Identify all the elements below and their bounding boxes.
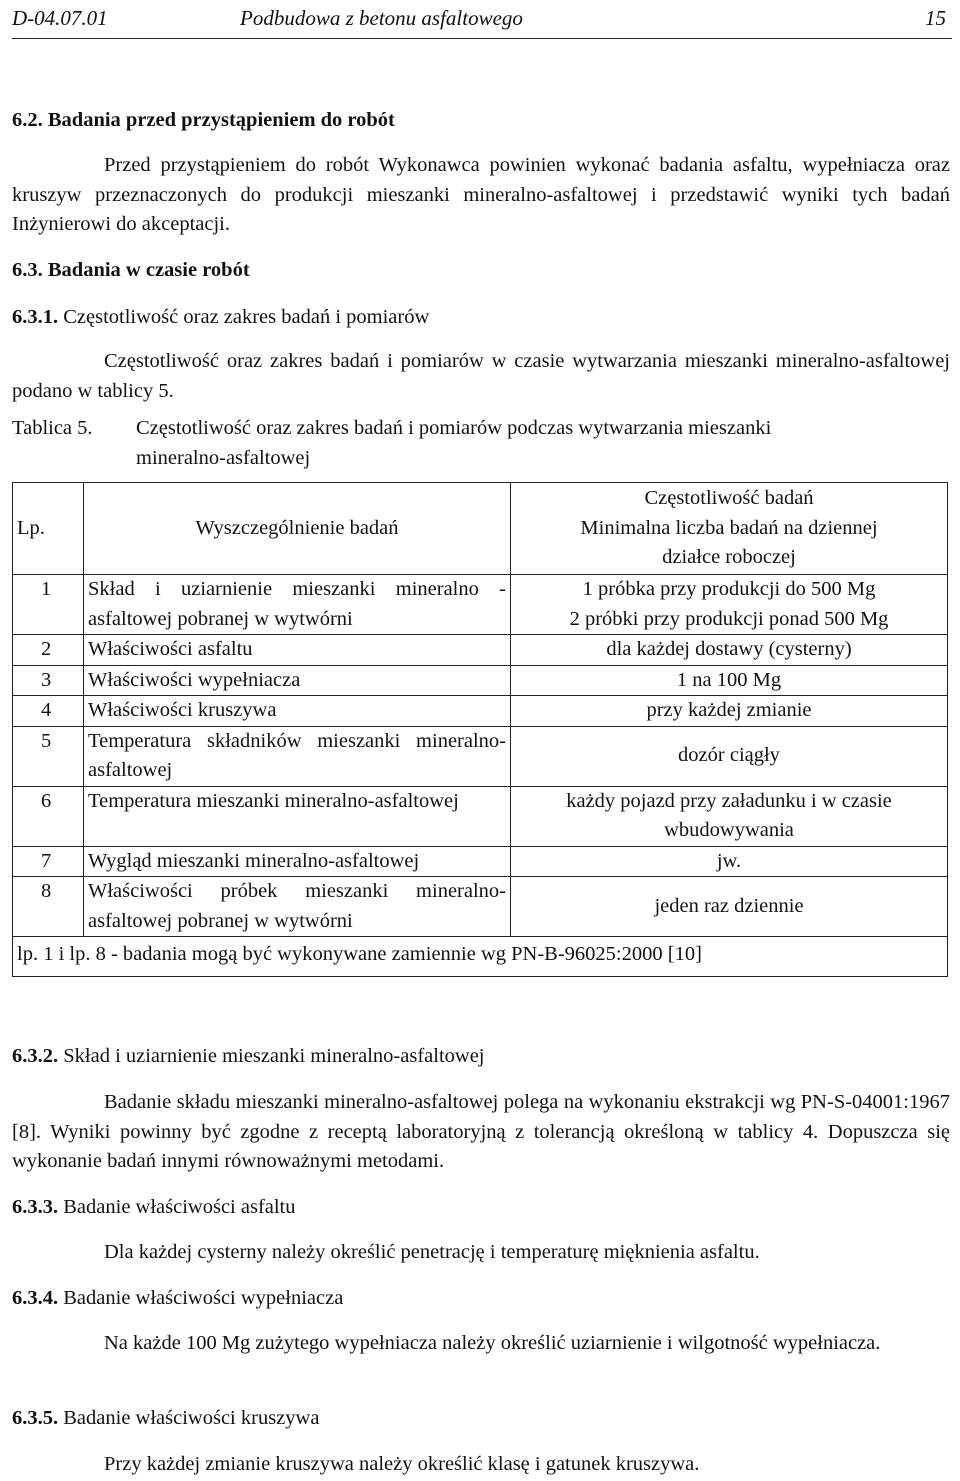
table-row bbox=[13, 635, 948, 666]
row-lp: 8 bbox=[13, 877, 84, 937]
table-caption-text-cont: mineralno-asfaltowej bbox=[136, 446, 311, 469]
row-frequency: jeden raz dziennie bbox=[511, 877, 948, 937]
section-6-3-1-paragraph: Częstotliwość oraz zakres badań i pomiarów w czasie wytwarzania mieszanki mineralno-asfaltowej podano w tablicy 5. bbox=[12, 350, 950, 402]
section-number: 6.3.1. bbox=[12, 306, 59, 328]
table-row bbox=[13, 726, 948, 786]
row-frequency: dozór ciągły bbox=[511, 726, 948, 786]
column-header-frequency-line3: działce roboczej bbox=[662, 546, 796, 569]
table-row bbox=[13, 575, 948, 635]
section-6-3-heading bbox=[12, 256, 950, 286]
row-description: Skład i uziarnienie mieszanki mineralno - asfaltowej pobranej w wytwórni bbox=[84, 575, 511, 635]
section-6-3-3-paragraph: Dla każdej cysterny należy określić penetrację i temperaturę mięknienia asfaltu. bbox=[104, 1241, 760, 1263]
section-number: 6.3. bbox=[12, 259, 43, 281]
section-title: Badanie właściwości wypełniacza bbox=[63, 1287, 344, 1309]
table-row bbox=[13, 786, 948, 846]
row-description: Wygląd mieszanki mineralno-asfaltowej bbox=[84, 846, 511, 877]
page-number: 15 bbox=[925, 6, 946, 30]
section-title: Badanie właściwości asfaltu bbox=[63, 1196, 296, 1218]
table-row bbox=[13, 665, 948, 696]
table-row bbox=[13, 877, 948, 937]
table-row bbox=[13, 846, 948, 877]
row-frequency: dla każdej dostawy (cysterny) bbox=[511, 635, 948, 666]
row-frequency-line1: każdy pojazd przy załadunku i w czasie bbox=[566, 789, 892, 812]
row-frequency bbox=[511, 786, 948, 846]
table-caption bbox=[12, 414, 950, 473]
section-6-3-5-heading bbox=[12, 1404, 950, 1434]
section-number: 6.3.4. bbox=[12, 1287, 59, 1309]
row-frequency-line2: wbudowywania bbox=[664, 819, 794, 841]
row-lp: 2 bbox=[13, 635, 84, 666]
row-description: Temperatura mieszanki mineralno-asfaltowej bbox=[84, 786, 511, 846]
row-frequency-line2: 2 próbki przy produkcji ponad 500 Mg bbox=[569, 607, 889, 630]
row-frequency bbox=[511, 575, 948, 635]
row-description: Właściwości wypełniacza bbox=[84, 665, 511, 696]
row-frequency: przy każdej zmianie bbox=[511, 696, 948, 727]
row-lp: 7 bbox=[13, 846, 84, 877]
row-description: Właściwości próbek mieszanki mineralno-asfaltowej pobranej w wytwórni bbox=[84, 877, 511, 937]
section-6-2-heading bbox=[12, 106, 950, 136]
table-note: lp. 1 i lp. 8 - badania mogą być wykonywane zamiennie wg PN-B-96025:2000 [10] bbox=[13, 937, 948, 977]
row-lp: 1 bbox=[13, 575, 84, 635]
table-row bbox=[13, 696, 948, 727]
document-code: D-04.07.01 bbox=[12, 6, 108, 30]
column-header-lp: Lp. bbox=[13, 483, 84, 575]
row-description: Właściwości kruszywa bbox=[84, 696, 511, 727]
section-6-3-4-paragraph: Na każde 100 Mg zużytego wypełniacza należy określić uziarnienie i wilgotność wypełniacza. bbox=[104, 1332, 881, 1354]
section-6-2-paragraph: Przed przystąpieniem do robót Wykonawca powinien wykonać badania asfaltu, wypełniacza oraz kruszyw przeznaczonych do produkcji mieszanki mineralno-asfaltowej i przedstawić wyniki tych badań Inżynierowi do akceptacji. bbox=[12, 154, 950, 235]
section-number: 6.2. bbox=[12, 109, 43, 131]
row-lp: 5 bbox=[13, 726, 84, 786]
section-6-3-5-paragraph: Przy każdej zmianie kruszywa należy określić klasę i gatunek kruszywa. bbox=[104, 1453, 700, 1475]
row-frequency: jw. bbox=[511, 846, 948, 877]
section-title: Badania przed przystąpieniem do robót bbox=[47, 109, 395, 131]
section-title: Częstotliwość oraz zakres badań i pomiarów bbox=[63, 306, 430, 328]
table-5 bbox=[12, 482, 948, 977]
table-caption-label: Tablica 5. bbox=[12, 417, 93, 439]
section-number: 6.3.5. bbox=[12, 1407, 59, 1429]
section-6-3-4-heading bbox=[12, 1284, 950, 1314]
section-title: Badanie właściwości kruszywa bbox=[63, 1407, 320, 1429]
row-lp: 3 bbox=[13, 665, 84, 696]
page-header bbox=[12, 0, 952, 39]
table-caption-text: Częstotliwość oraz zakres badań i pomiarów podczas wytwarzania mieszanki bbox=[136, 417, 772, 439]
row-frequency-line1: 1 próbka przy produkcji do 500 Mg bbox=[582, 578, 876, 600]
row-lp: 4 bbox=[13, 696, 84, 727]
column-header-description: Wyszczególnienie badań bbox=[84, 483, 511, 575]
row-frequency: 1 na 100 Mg bbox=[511, 665, 948, 696]
section-title: Skład i uziarnienie mieszanki mineralno-asfaltowej bbox=[63, 1045, 485, 1067]
column-header-frequency bbox=[511, 483, 948, 575]
section-title: Badania w czasie robót bbox=[47, 259, 250, 281]
row-description: Właściwości asfaltu bbox=[84, 635, 511, 666]
row-description: Temperatura składników mieszanki mineralno-asfaltowej bbox=[84, 726, 511, 786]
section-number: 6.3.2. bbox=[12, 1045, 59, 1067]
section-6-3-3-heading bbox=[12, 1193, 950, 1223]
section-6-3-1-heading bbox=[12, 303, 950, 333]
section-6-3-2-heading bbox=[12, 1042, 950, 1072]
table-header-row bbox=[13, 483, 948, 575]
document-title: Podbudowa z betonu asfaltowego bbox=[240, 6, 523, 30]
table-note-row bbox=[13, 937, 948, 977]
column-header-frequency-line1: Częstotliwość badań bbox=[644, 487, 814, 510]
column-header-frequency-line2: Minimalna liczba badań na dziennej bbox=[580, 516, 878, 539]
section-number: 6.3.3. bbox=[12, 1196, 59, 1218]
section-6-3-2-paragraph: Badanie składu mieszanki mineralno-asfaltowej polega na wykonaniu ekstrakcji wg PN-S-04001:1967 [8]. Wyniki powinny być zgodne z receptą laboratoryjną z tolerancją określoną w tablicy 4. Dopuszcza się wykonanie badań innymi równoważnymi metodami. bbox=[12, 1091, 950, 1172]
row-lp: 6 bbox=[13, 786, 84, 846]
